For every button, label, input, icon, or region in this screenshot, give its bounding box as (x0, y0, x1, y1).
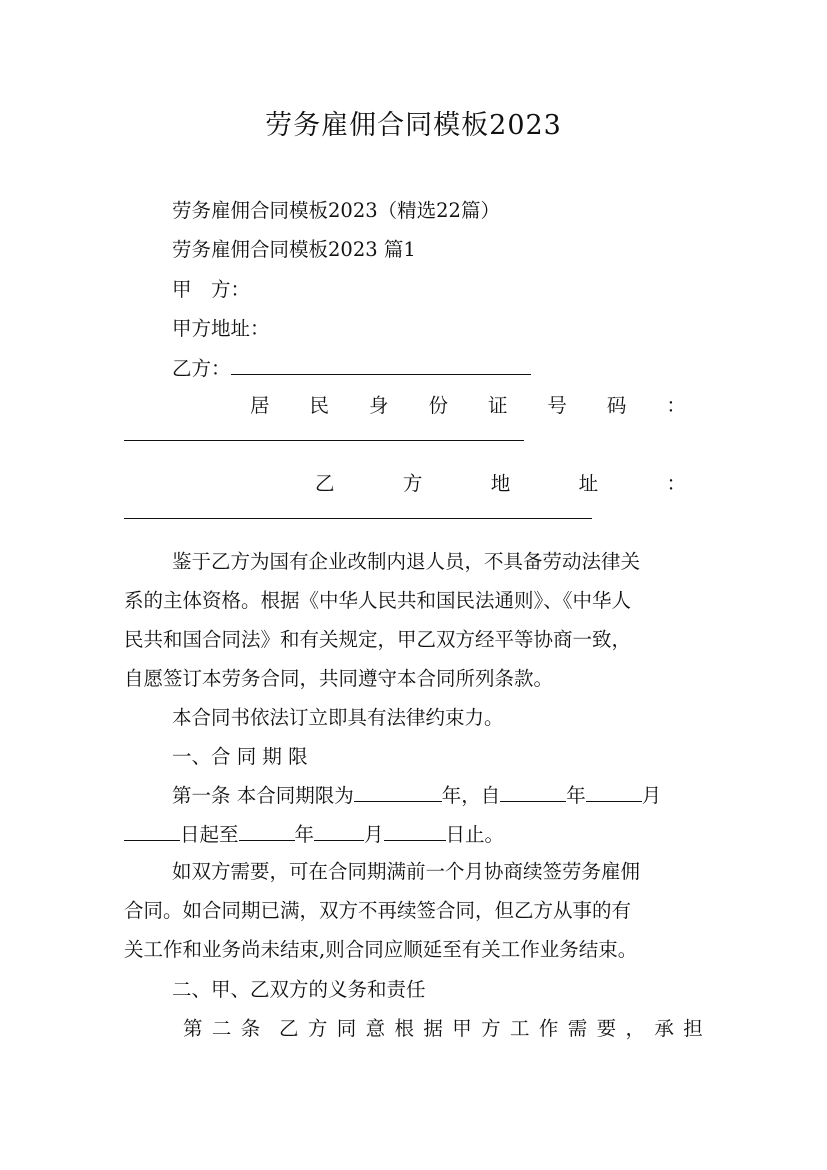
party-b-address-char-3: 址 (578, 472, 599, 495)
party-b-address-char-0: 乙 (315, 472, 335, 495)
para1-line-4: 自愿签订本劳务合同，共同遵守本合同所列条款。 (124, 667, 554, 690)
para3-line-3: 关工作和业务尚未结束,则合同应顺延至有关工作业务结束。 (124, 938, 638, 961)
party-b-address-blank (124, 518, 592, 519)
term-years-blank (354, 783, 442, 802)
id-number-blank (124, 440, 524, 441)
section1-heading: 一、合 同 期 限 (172, 745, 308, 768)
article2-char-8: 根 (394, 1017, 414, 1040)
article2-char-14: 需 (567, 1017, 588, 1040)
article2-char-11: 方 (481, 1017, 501, 1040)
article2-char-15: 要 (596, 1017, 617, 1040)
party-b-address-label (315, 471, 686, 497)
para3-line-2: 合同。如合同期已满，双方不再续签合同，但乙方从事的有 (124, 899, 632, 922)
article2-char-1: 二 (211, 1017, 232, 1040)
article2-char-5: 方 (307, 1017, 328, 1040)
article2-char-7: 意 (365, 1017, 386, 1040)
party-b-address-char-1: 方 (402, 472, 423, 495)
article1-month1: 月 (641, 784, 662, 807)
start-day-blank (124, 822, 180, 841)
article1-lead: 第一条 本合同期限为 (172, 784, 354, 807)
para3-line-1: 如双方需要，可在合同期满前一个月协商续签劳务雇佣 (172, 860, 641, 883)
end-month-blank (314, 822, 364, 841)
article1-day-end: 日止。 (445, 823, 505, 846)
article2-char-0: 第 (183, 1017, 203, 1040)
para1-line-1: 鉴于乙方为国有企业改制内退人员，不具备劳动法律关 (172, 550, 641, 573)
para1-line-3: 民共和国合同法》和有关规定，甲乙双方经平等协商一致， (124, 628, 632, 651)
article2-char-2: 条 (240, 1017, 261, 1040)
article1-year3: 年 (294, 823, 315, 846)
article1-line-2 (124, 822, 504, 848)
article2-char-6: 同 (336, 1017, 357, 1040)
article1-year2: 年 (566, 784, 586, 807)
end-year-blank (239, 822, 295, 841)
article2-char-18: 担 (683, 1017, 703, 1040)
article1-day-from: 日起至 (180, 823, 239, 846)
article1-month2: 月 (364, 823, 384, 846)
article2-char-17: 承 (654, 1017, 674, 1040)
start-month-blank (586, 783, 642, 802)
id-number-char-4: 证 (487, 394, 508, 417)
id-number-char-5: 号 (547, 394, 567, 417)
part-heading: 劳务雇佣合同模板2023 篇1 (172, 238, 416, 261)
id-number-char-1: 民 (309, 394, 329, 417)
subtitle: 劳务雇佣合同模板2023（精选22篇） (172, 199, 500, 222)
article2-char-4: 乙 (278, 1017, 299, 1040)
party-b-label: 乙方： (172, 357, 231, 380)
id-number-char-2: 身 (368, 394, 389, 417)
party-b-line (172, 356, 531, 382)
para2: 本合同书依法订立即具有法律约束力。 (172, 706, 504, 729)
party-a-label: 甲 方： (172, 278, 251, 301)
article2-char-10: 甲 (452, 1017, 472, 1040)
document-title: 劳务雇佣合同模板2023 (265, 110, 562, 141)
id-number-char-3: 份 (428, 394, 448, 417)
section2-heading: 二、甲、乙双方的义务和责任 (172, 978, 426, 1001)
end-day-blank (384, 822, 446, 841)
para1-line-2: 系的主体资格。根据《中华人民共和国民法通则》、《中华人 (124, 589, 632, 612)
party-b-address-char-2: 地 (490, 472, 511, 495)
article2-char-9: 据 (423, 1017, 443, 1040)
start-year-blank (500, 783, 566, 802)
party-b-blank (231, 356, 531, 375)
article2-char-12: 工 (509, 1017, 530, 1040)
article2-char-13: 作 (538, 1017, 559, 1040)
id-number-char-6: 码 (606, 394, 627, 417)
party-a-address-label: 甲方地址： (172, 317, 270, 340)
article1-line-1 (172, 783, 661, 809)
id-number-label (250, 393, 686, 419)
article2-char-16: ， (625, 1017, 645, 1040)
article2-line-1 (183, 1016, 703, 1042)
id-number-char-7: ： (666, 394, 686, 417)
article1-year1: 年，自 (441, 784, 501, 807)
party-b-address-char-4: ： (666, 472, 686, 495)
id-number-char-0: 居 (250, 394, 270, 417)
